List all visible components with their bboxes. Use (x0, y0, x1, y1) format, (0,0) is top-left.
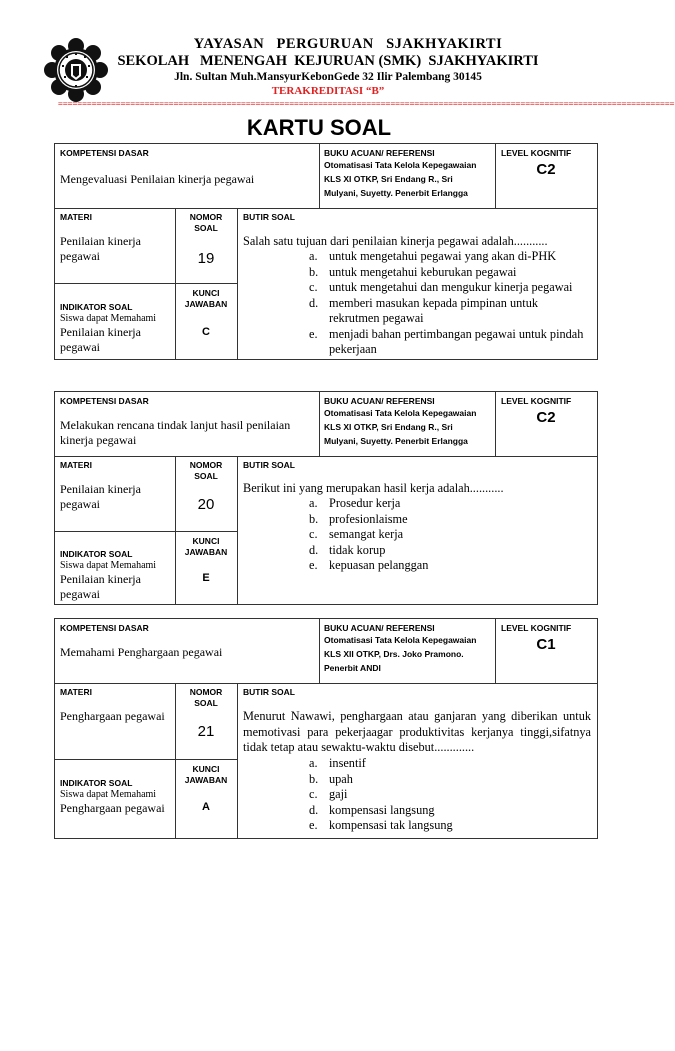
school-logo-icon (44, 38, 108, 102)
question-card (54, 618, 598, 839)
indikator-soal-label: INDIKATOR SOAL (60, 302, 133, 312)
indikator-soal-value: Siswa dapat Memahami (60, 789, 157, 800)
indikator-topik: Penilaian kinerja pegawai (60, 572, 141, 601)
nomor-soal-value: 20 (197, 496, 215, 513)
answer-option: b. profesionlaisme (309, 511, 408, 526)
butir-soal-cell (237, 208, 597, 359)
kunci-jawaban-label: KUNCI JAWABAN (184, 288, 228, 309)
kompetensi-dasar-label: KOMPETENSI DASAR (60, 396, 149, 406)
kompetensi-dasar-label: KOMPETENSI DASAR (60, 148, 149, 158)
question-text: Menurut Nawawi, penghargaan atau ganjaran yang diberikan untuk memotivasi para pekerjaagar produktivitas kerjanya tinggi,sifatnya tidak tetap atau sewaktu-waktu disebut............. (243, 709, 591, 754)
level-kognitif-label: LEVEL KOGNITIF (501, 148, 572, 158)
buku-acuan-label: BUKU ACUAN/ REFERENSI (324, 396, 435, 406)
answer-option: a. untuk mengetahui pegawai yang akan di-PHK (309, 249, 557, 263)
materi-label: MATERI (60, 687, 92, 697)
document-title: KARTU SOAL (246, 115, 392, 140)
materi-value: Penilaian kinerja pegawai (60, 482, 141, 511)
level-kognitif-cell (495, 619, 597, 683)
level-kognitif-label: LEVEL KOGNITIF (501, 623, 572, 633)
butir-soal-cell (237, 683, 597, 838)
question-card (54, 143, 598, 360)
school-name: SEKOLAH MENENGAH KEJURUAN (SMK) SJAKHYAKIRTI (117, 53, 539, 69)
buku-acuan-value: Otomatisasi Tata Kelola Kepegawaian KLS XI OTKP, Sri Endang R., Sri Mulyani, Suyetty. Penerbit Erlangga (324, 160, 477, 198)
materi-label: MATERI (60, 212, 92, 222)
level-kognitif-value: C1 (536, 636, 556, 653)
nomor-soal-label: NOMOR SOAL (189, 460, 223, 481)
nomor-soal-cell (175, 456, 238, 604)
kompetensi-dasar-value: Mengevaluasi Penilaian kinerja pegawai (60, 172, 255, 186)
indikator-topik: Penghargaan pegawai (60, 801, 165, 815)
buku-acuan-label: BUKU ACUAN/ REFERENSI (324, 148, 435, 158)
kunci-jawaban-value: E (202, 572, 210, 584)
question-card (54, 391, 598, 605)
kompetensi-dasar-cell (55, 619, 320, 683)
indikator-soal-value: Siswa dapat Memahami (60, 560, 157, 571)
answer-option: d. kompensasi langsung (309, 802, 435, 817)
buku-acuan-cell (319, 392, 496, 456)
answer-option: d. memberi masukan kepada pimpinan untuk rekrutmen pegawai (309, 295, 538, 325)
buku-acuan-value: Otomatisasi Tata Kelola Kepegawaian KLS XI OTKP, Sri Endang R., Sri Mulyani, Suyetty. Penerbit Erlangga (324, 408, 477, 446)
kompetensi-dasar-label: KOMPETENSI DASAR (60, 623, 149, 633)
header-divider: ================================================================================================================================ (58, 99, 675, 108)
question-text: Salah satu tujuan dari penilaian kinerja pegawai adalah........... (243, 234, 548, 248)
materi-value: Penilaian kinerja pegawai (60, 234, 141, 263)
accreditation-status: TERAKREDITASI “B” (271, 85, 385, 97)
kompetensi-dasar-value: Memahami Penghargaan pegawai (60, 645, 223, 659)
indikator-soal-label: INDIKATOR SOAL (60, 778, 133, 788)
answer-option: d. tidak korup (309, 542, 386, 557)
level-kognitif-value: C2 (536, 161, 556, 178)
answer-option: b. upah (309, 771, 353, 786)
answer-option: c. gaji (309, 787, 348, 801)
buku-acuan-cell (319, 144, 496, 208)
kompetensi-dasar-cell (55, 392, 320, 456)
nomor-soal-value: 19 (197, 250, 215, 267)
indikator-topik: Penilaian kinerja pegawai (60, 325, 141, 354)
level-kognitif-label: LEVEL KOGNITIF (501, 396, 572, 406)
materi-label: MATERI (60, 460, 92, 470)
kunci-jawaban-value: A (202, 801, 210, 813)
answer-option: c. semangat kerja (309, 527, 404, 541)
buku-acuan-value: Otomatisasi Tata Kelola Kepegawaian KLS XII OTKP, Drs. Joko Pramono. Penerbit ANDI (324, 635, 477, 673)
school-address: Jln. Sultan Muh.MansyurKebonGede 32 Ilir Palembang 30145 (174, 71, 482, 83)
nomor-soal-value: 21 (197, 723, 215, 740)
nomor-soal-label: NOMOR SOAL (189, 687, 223, 708)
row-divider (55, 283, 237, 284)
answer-option: c. untuk mengetahui dan mengukur kinerja pegawai (309, 280, 573, 294)
answer-options (309, 496, 589, 574)
row-divider (55, 531, 237, 532)
materi-value: Penghargaan pegawai (60, 709, 165, 723)
buku-acuan-label: BUKU ACUAN/ REFERENSI (324, 623, 435, 633)
kompetensi-dasar-cell (55, 144, 320, 208)
materi-cell (55, 456, 176, 604)
answer-option: a. Prosedur kerja (309, 496, 401, 510)
answer-options (309, 249, 589, 358)
answer-option: b. untuk mengetahui keburukan pegawai (309, 264, 517, 279)
indikator-soal-label: INDIKATOR SOAL (60, 549, 133, 559)
answer-option: e. menjadi bahan pertimbangan pegawai untuk pindah pekerjaan (309, 326, 584, 356)
answer-option: a. insentif (309, 756, 366, 770)
butir-soal-label: BUTIR SOAL (243, 687, 295, 697)
butir-soal-cell (237, 456, 597, 604)
question-text: Berikut ini yang merupakan hasil kerja adalah........... (243, 481, 504, 495)
answer-options (309, 756, 589, 834)
indikator-soal-value: Siswa dapat Memahami (60, 313, 157, 324)
kunci-jawaban-value: C (202, 326, 210, 338)
kunci-jawaban-label: KUNCI JAWABAN (184, 536, 228, 557)
nomor-soal-label: NOMOR SOAL (189, 212, 223, 233)
level-kognitif-cell (495, 392, 597, 456)
butir-soal-label: BUTIR SOAL (243, 212, 295, 222)
butir-soal-label: BUTIR SOAL (243, 460, 295, 470)
buku-acuan-cell (319, 619, 496, 683)
answer-option: e. kompensasi tak langsung (309, 818, 453, 832)
answer-option: e. kepuasan pelanggan (309, 558, 429, 572)
level-kognitif-cell (495, 144, 597, 208)
school-header (0, 0, 675, 110)
foundation-name: YAYASAN PERGURUAN SJAKHYAKIRTI (193, 36, 503, 52)
kunci-jawaban-label: KUNCI JAWABAN (184, 764, 228, 785)
materi-cell (55, 683, 176, 838)
level-kognitif-value: C2 (536, 409, 556, 426)
kompetensi-dasar-value: Melakukan rencana tindak lanjut hasil penilaian kinerja pegawai (60, 418, 291, 447)
row-divider (55, 759, 237, 760)
nomor-soal-cell (175, 683, 238, 838)
